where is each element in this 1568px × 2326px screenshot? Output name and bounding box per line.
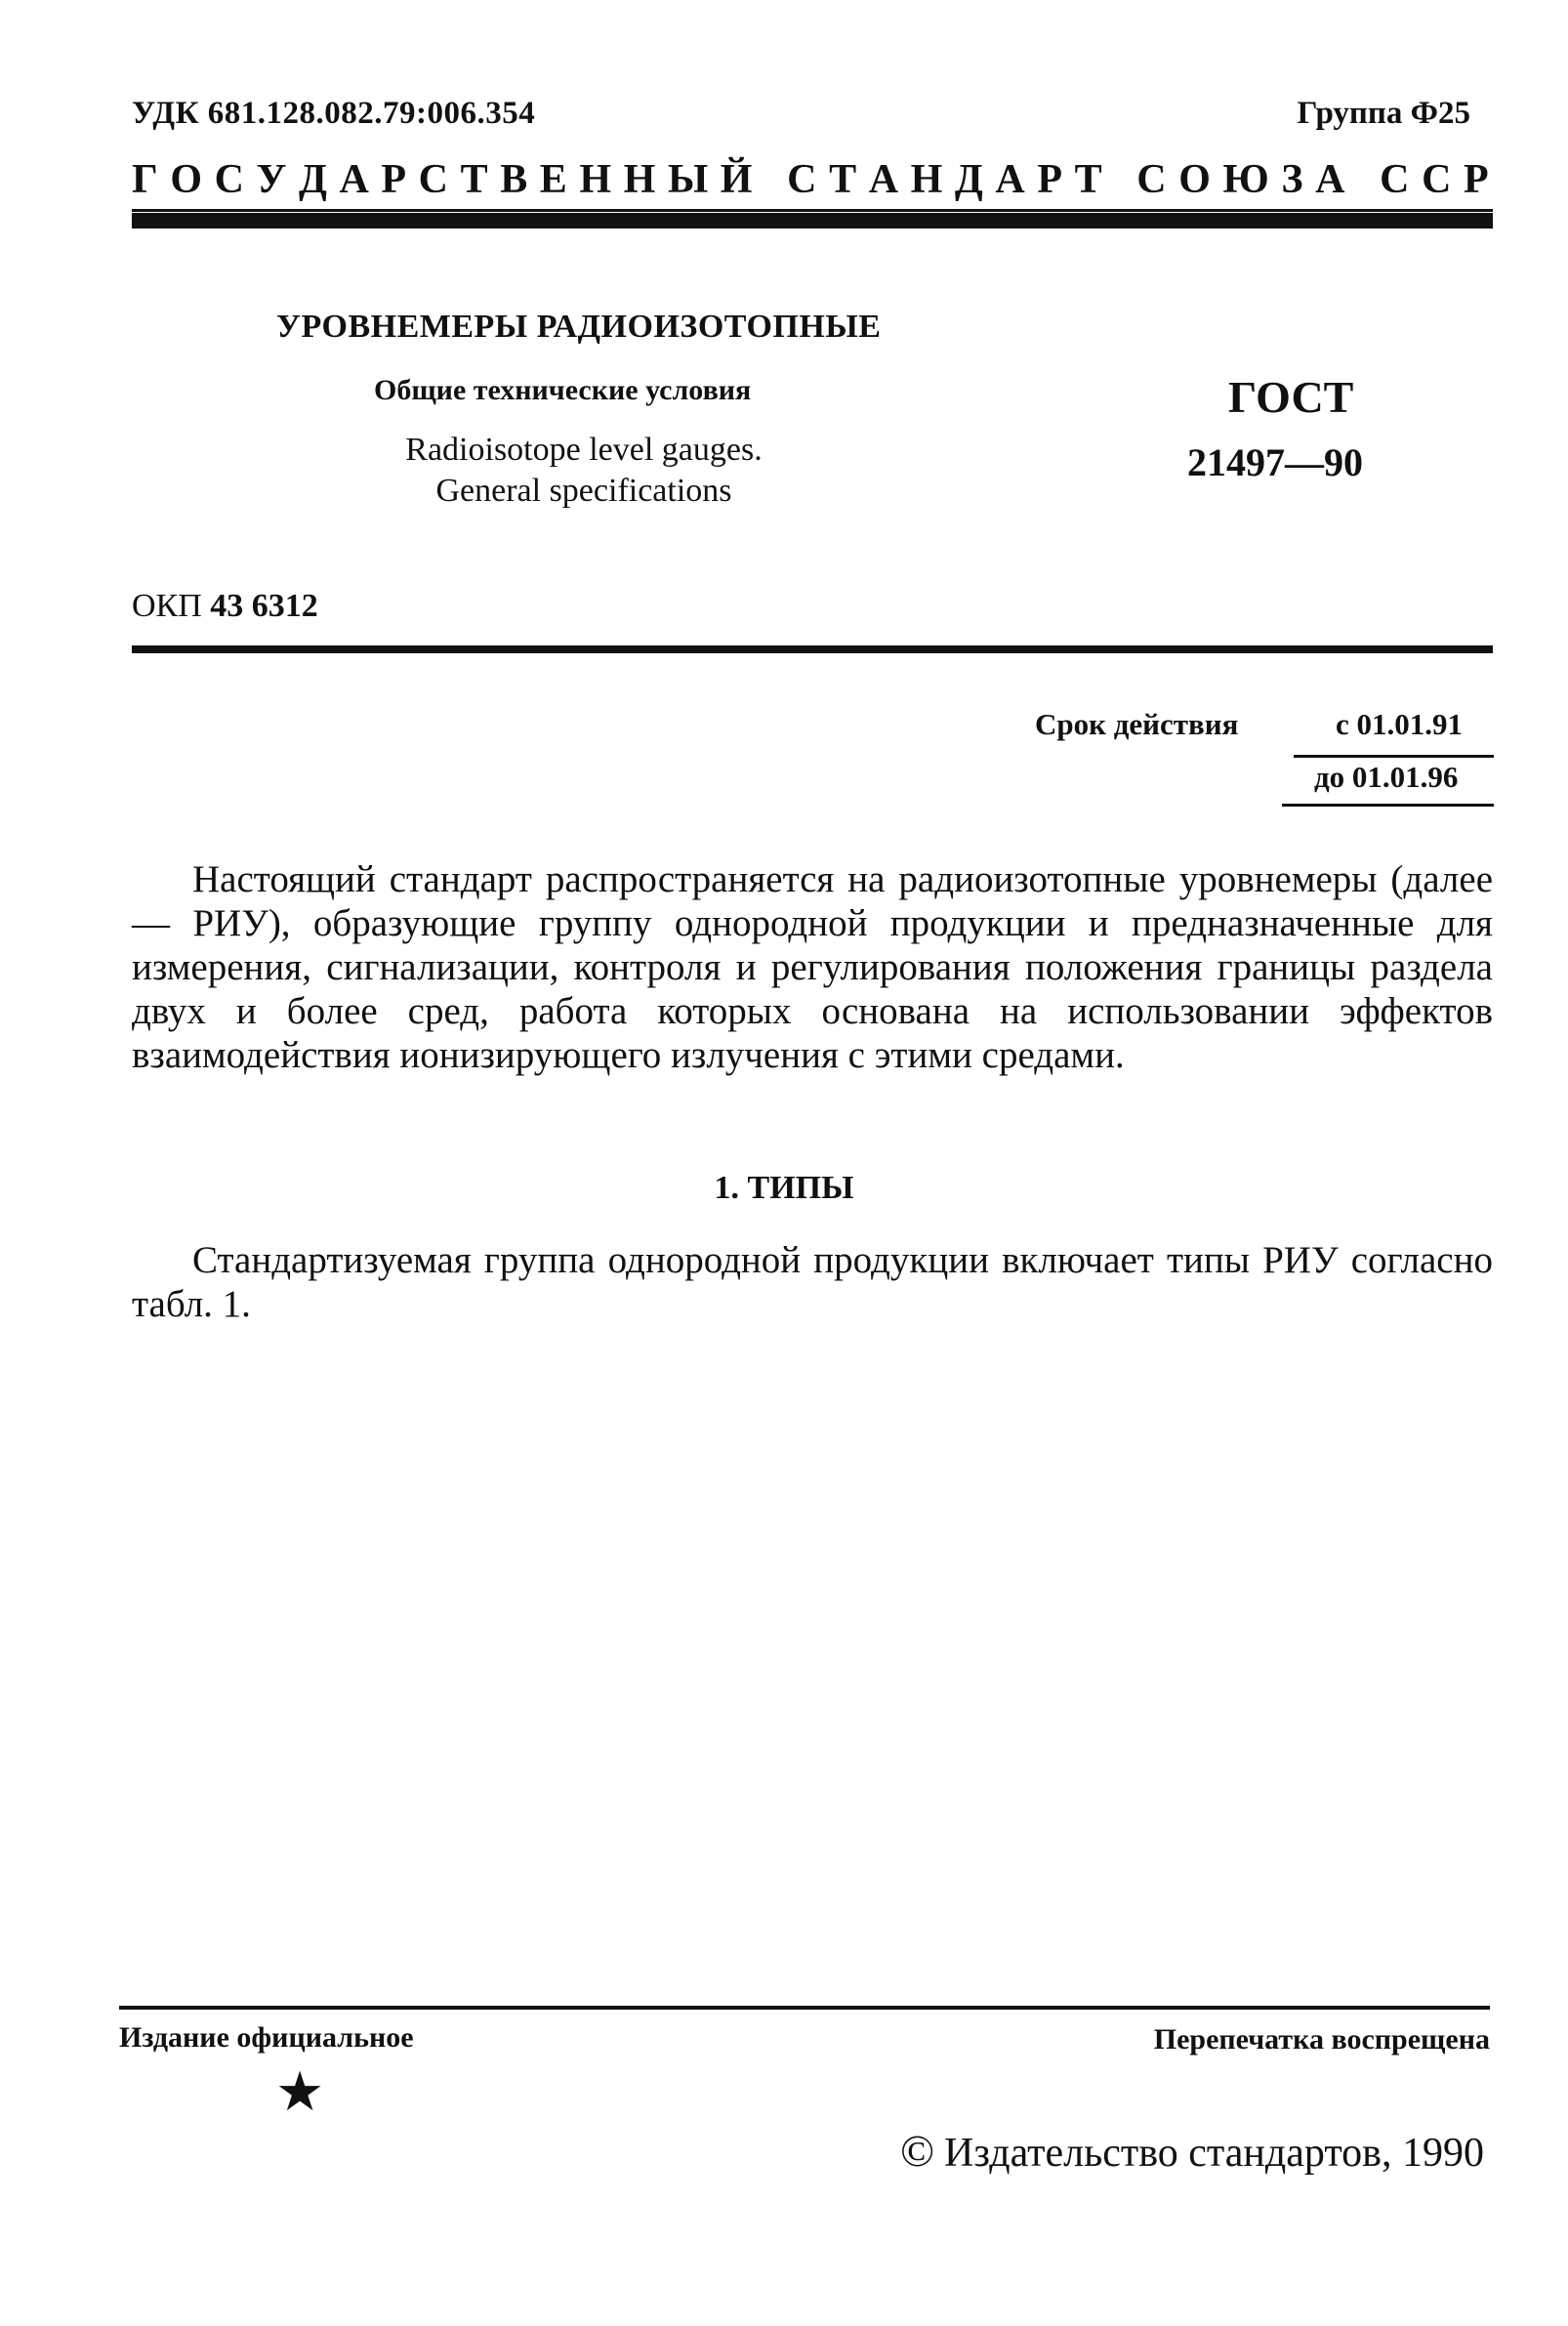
state-standard-letter: С (787, 157, 817, 202)
state-standard-letter: Ы (667, 157, 709, 202)
state-standard-letter: Т (460, 157, 488, 202)
english-title (330, 430, 838, 512)
state-standard-letter: В (500, 157, 528, 202)
state-standard-letter: С (214, 157, 244, 202)
english-title-line2: General specifications (435, 473, 732, 509)
copyright-line (900, 2125, 1484, 2177)
validity-from: с 01.01.91 (1336, 707, 1464, 741)
gost-number: 21497—90 (1187, 440, 1363, 484)
reprint-prohibited-label: Перепечатка воспрещена (1153, 2023, 1490, 2056)
state-standard-letter: А (339, 157, 369, 202)
document-title: УРОВНЕМЕРЫ РАДИОИЗОТОПНЫЕ (276, 309, 882, 345)
state-standard-letter (1114, 156, 1125, 203)
official-edition-label: Издание официальное (119, 2021, 414, 2054)
validity-rule-bottom (1282, 804, 1494, 807)
state-standard-letter: Ю (1222, 157, 1269, 202)
english-title-line1: Radioisotope level gauges. (405, 432, 763, 468)
star-icon: ★ (275, 2062, 325, 2123)
group-code: Группа Ф25 (1297, 96, 1470, 131)
state-standard-letter: С (1136, 157, 1167, 202)
state-standard-letter: А (868, 157, 899, 202)
udk-code: УДК 681.128.082.79:006.354 (132, 96, 536, 131)
okp-code (132, 588, 318, 625)
state-standard-letter: Н (910, 157, 943, 202)
state-standard-letter: Д (954, 157, 983, 202)
okp-value: 43 6312 (210, 588, 318, 624)
document-subtitle: Общие технические условия (374, 374, 752, 406)
state-standard-letter: З (1281, 157, 1303, 202)
state-standard-letter: Р (381, 157, 407, 202)
state-standard-letter (1357, 156, 1368, 203)
state-standard-letter: Й (720, 157, 753, 202)
state-standard-letter: Р (1464, 157, 1489, 202)
intro-paragraph: Настоящий стандарт распространяется на радиоизотопные уровнемеры (далее — РИУ), образующие группу однородной продукции и предназначенные для измерения, сигнализации, контроля и регулирования положения границы раздела двух и более сред, работа которых основана на использовании эффектов взаимодействия ионизирующего излучения с этими средами. (132, 858, 1493, 1076)
state-standard-letter: С (1422, 157, 1452, 202)
copyright-text: Издательство стандартов, 1990 (944, 2131, 1484, 2176)
state-standard-letter: А (1315, 157, 1345, 202)
section-heading: 1. ТИПЫ (714, 1170, 854, 1206)
validity-to: до 01.01.96 (1314, 760, 1459, 794)
gost-label: ГОСТ (1228, 372, 1354, 422)
state-standard-letter: А (995, 157, 1025, 202)
state-standard-letter: О (170, 157, 202, 202)
state-standard-letter: Р (1037, 157, 1062, 202)
header-rule-thin (132, 209, 1493, 212)
okp-label: ОКП (132, 588, 202, 624)
state-standard-letter: Д (298, 157, 327, 202)
state-standard-letter: У (256, 157, 287, 202)
state-standard-letter: Н (579, 157, 612, 202)
validity-rule-top (1294, 755, 1494, 758)
state-standard-letter: Г (132, 157, 158, 202)
state-standard-letter: С (1380, 157, 1410, 202)
footer-rule (119, 2006, 1490, 2010)
state-standard-letter: Т (1074, 157, 1102, 202)
state-standard-letter: Е (539, 157, 567, 202)
copyright-icon: © (900, 2126, 935, 2176)
state-standard-letter: Н (623, 157, 656, 202)
state-standard-letter (764, 156, 775, 203)
state-standard-letter: С (418, 157, 448, 202)
header-rule-thick (132, 213, 1493, 228)
state-standard-heading (132, 156, 1489, 203)
state-standard-letter: О (1178, 157, 1211, 202)
section-paragraph: Стандартизуемая группа однородной продукции включает типы РИУ согласно табл. 1. (132, 1239, 1493, 1325)
state-standard-letter: Т (829, 157, 857, 202)
validity-label: Срок действия (1035, 707, 1239, 741)
section-rule (132, 645, 1493, 653)
